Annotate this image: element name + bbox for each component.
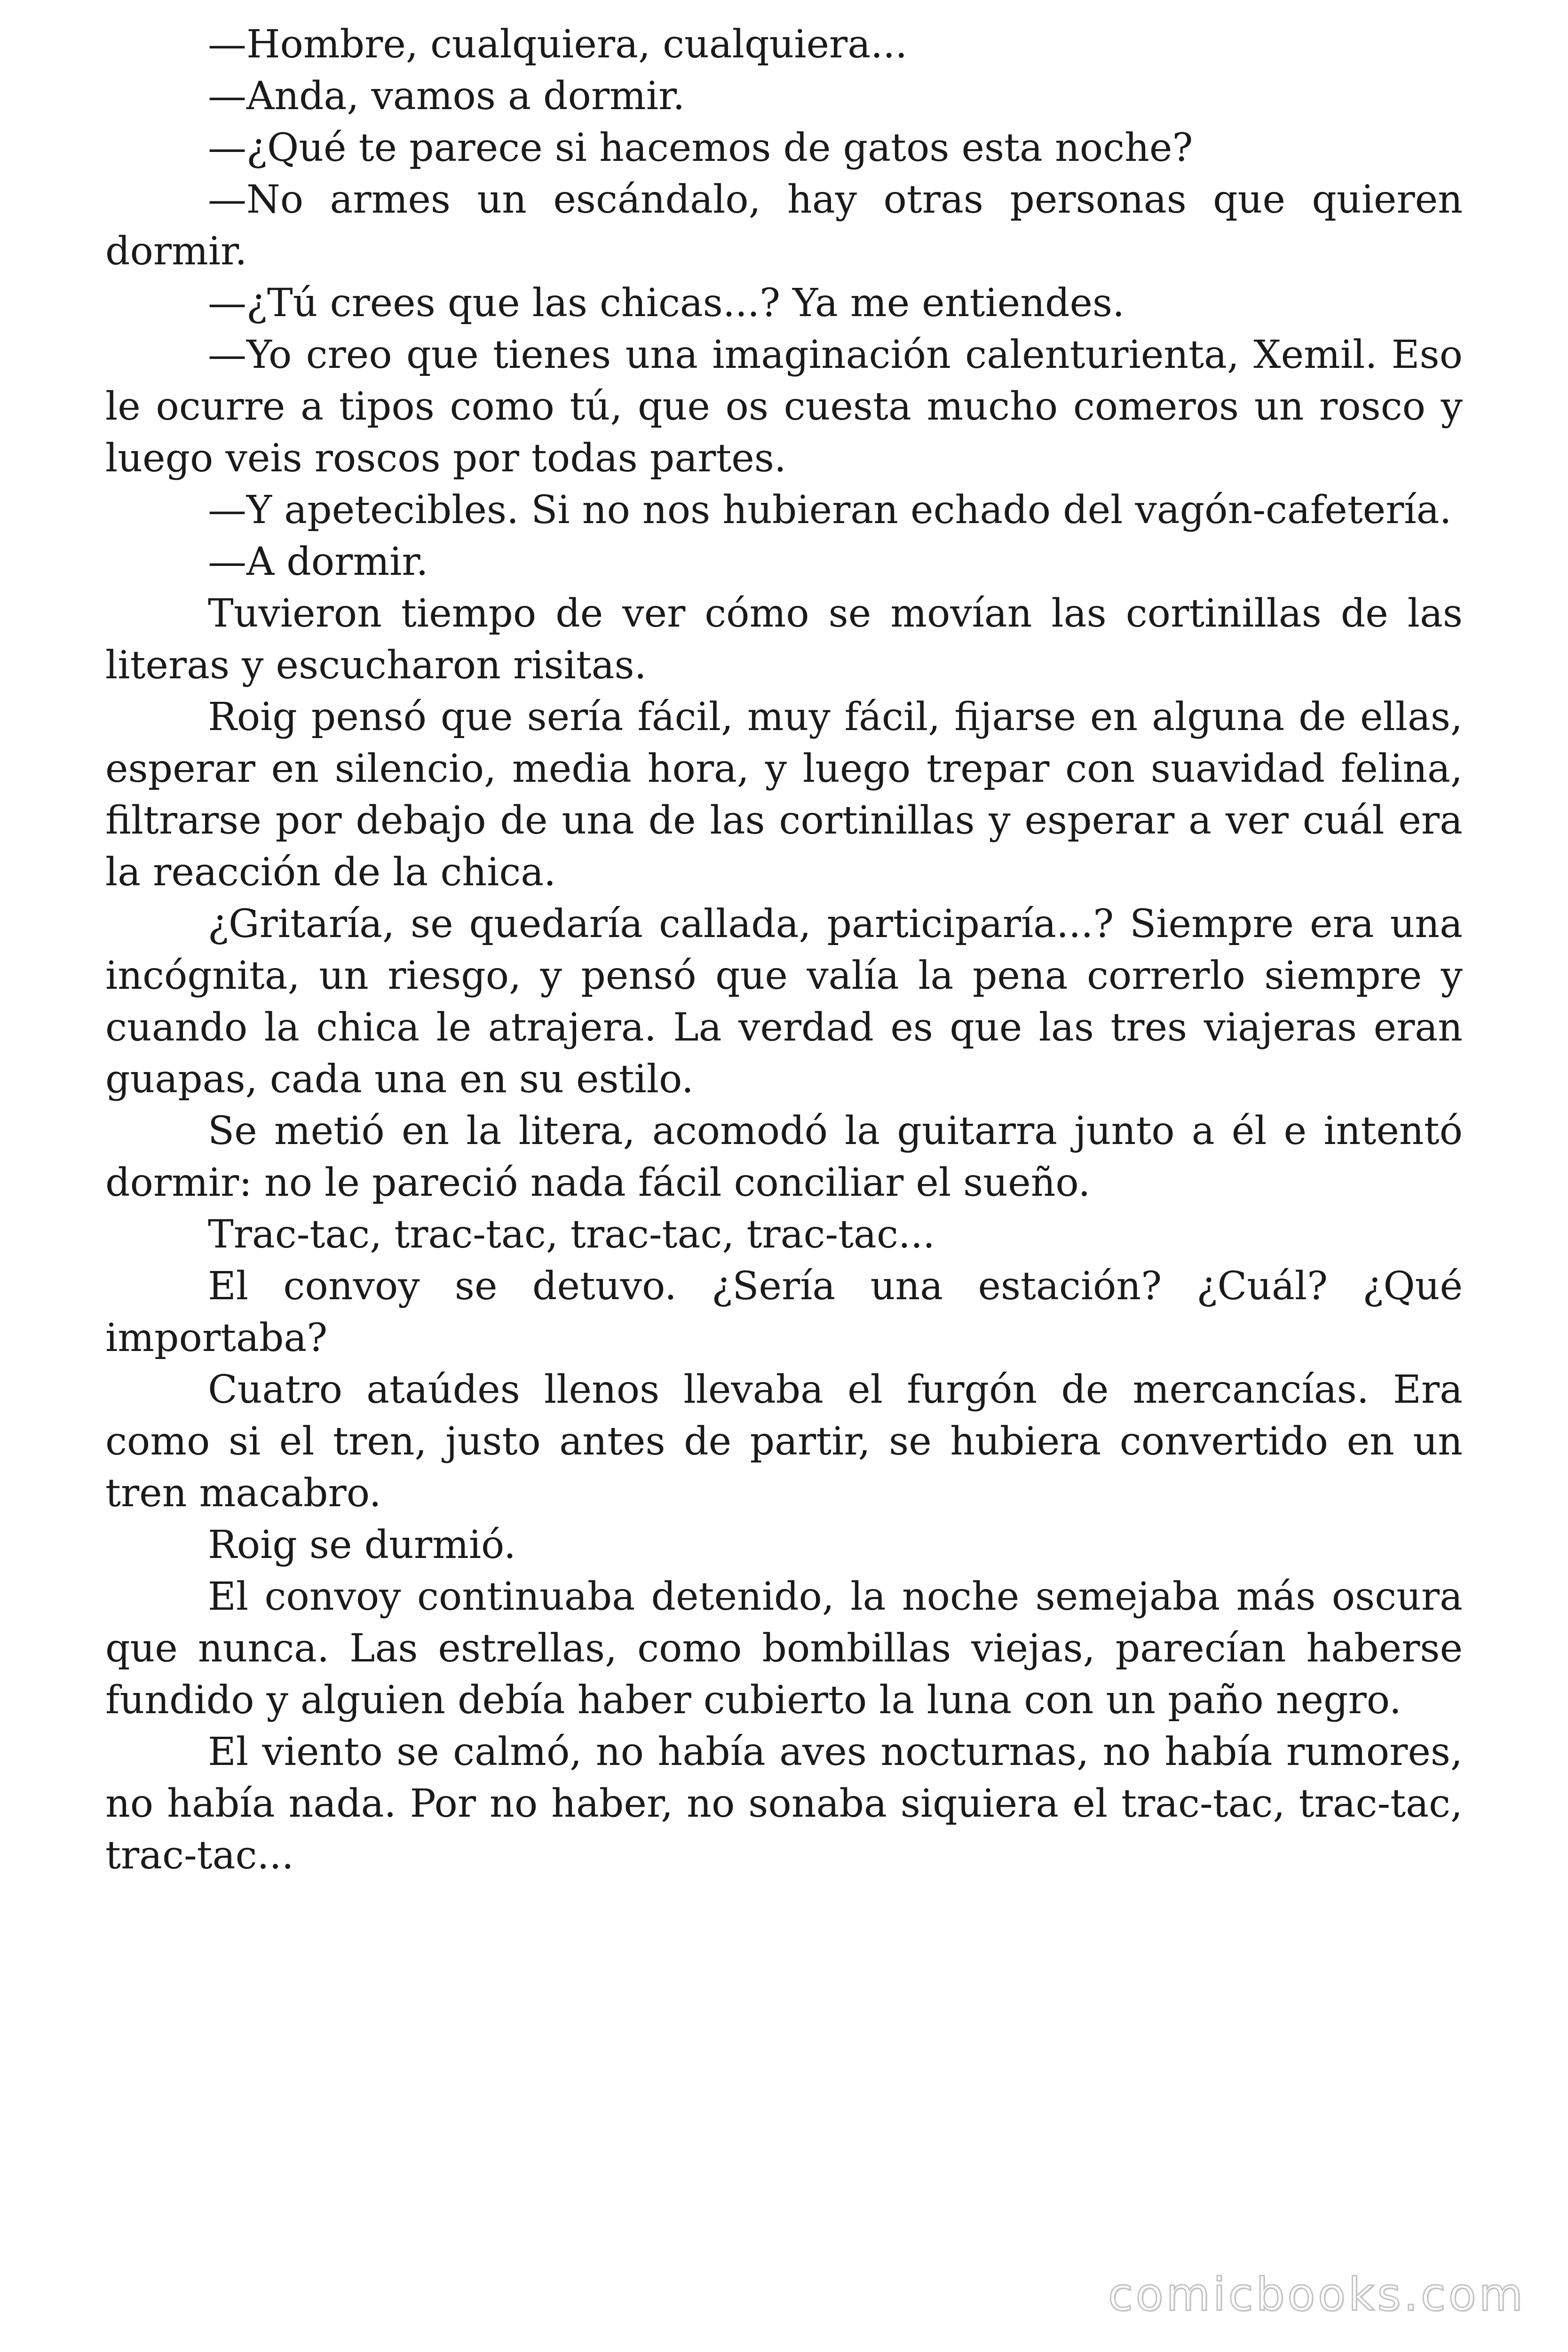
paragraph: —¿Qué te parece si hacemos de gatos esta noche? — [208, 126, 1193, 170]
paragraph: Roig se durmió. — [208, 1523, 516, 1567]
paragraph: Cuatro ataúdes llenos llevaba el furgón de mercancías. Era como si el tren, justo antes de partir, se hubiera convertido en un tren macabro. — [105, 1367, 1463, 1516]
paragraph: —Y apetecibles. Si no nos hubieran echado del vagón-cafetería. — [208, 488, 1452, 532]
paragraph: ¿Gritaría, se quedaría callada, participaría...? Siempre era una incógnita, un riesgo, y pensó que valía la pena correrlo siempre y cuando la chica le atrajera. La verdad es que las tres viajeras eran guapas, cada una en su estilo. — [105, 902, 1463, 1102]
paragraph: —Yo creo que tienes una imaginación calenturienta, Xemil. Eso le ocurre a tipos como tú, que os cuesta mucho comeros un rosco y luego veis roscos por todas partes. — [105, 333, 1463, 481]
paragraph: Trac-tac, trac-tac, trac-tac, trac-tac... — [208, 1212, 935, 1257]
paragraph: —No armes un escándalo, hay otras personas que quieren dormir. — [105, 177, 1463, 274]
paragraph: —Anda, vamos a dormir. — [208, 74, 685, 119]
paragraph: Roig pensó que sería fácil, muy fácil, fijarse en alguna de ellas, esperar en silencio, media hora, y luego trepar con suavidad felina, filtrarse por debajo de una de las cortinillas y esperar a ver cuál era la reacción de la chica. — [105, 695, 1463, 895]
paragraph: —A dormir. — [208, 540, 428, 584]
paragraph: El viento se calmó, no había aves nocturnas, no había rumores, no había nada. Por no haber, no sonaba siquiera el trac-tac, trac-tac, trac-tac... — [105, 1730, 1463, 1878]
paragraph: —¿Tú crees que las chicas...? Ya me entiendes. — [208, 281, 1125, 326]
paragraph: El convoy se detuvo. ¿Sería una estación? ¿Cuál? ¿Qué importaba? — [105, 1264, 1463, 1360]
paragraph: —Hombre, cualquiera, cualquiera... — [208, 22, 908, 67]
watermark: comicbooks.com — [1108, 2268, 1526, 2321]
paragraph: Tuvieron tiempo de ver cómo se movían las cortinillas de las literas y escucharon risitas. — [105, 591, 1463, 688]
paragraph: El convoy continuaba detenido, la noche semejaba más oscura que nunca. Las estrellas, como bombillas viejas, parecían haberse fundido y alguien debía haber cubierto la luna con un paño negro. — [105, 1574, 1463, 1723]
paragraph: Se metió en la litera, acomodó la guitarra junto a él e intentó dormir: no le pareció nada fácil conciliar el sueño. — [105, 1109, 1463, 1205]
page-body — [105, 19, 1463, 1882]
